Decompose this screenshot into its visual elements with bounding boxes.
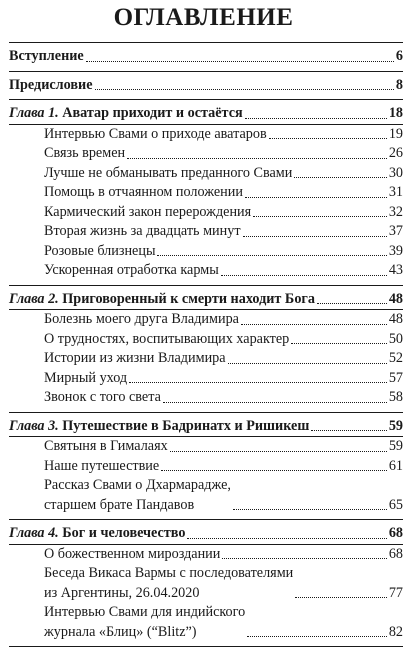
toc-entry-row[interactable] [9, 330, 403, 350]
page-number: 52 [388, 350, 403, 366]
toc-entry-line: Помощь в отчаянном положении [44, 184, 243, 200]
toc-entry-line: Лучше не обманывать преданного Свами [44, 164, 293, 181]
toc-entry-label [44, 349, 226, 369]
toc-entry-line: Звонок с того света [44, 389, 161, 405]
toc-entry-line: Ускоренная отработка кармы [44, 262, 219, 278]
toc-entry-label [44, 457, 159, 477]
dot-leader [157, 255, 386, 256]
page-number: 68 [388, 545, 403, 562]
chapter-title: Приговоренный к смерти находит Бога [62, 290, 315, 307]
toc-chapter [9, 413, 403, 520]
toc-entry-row[interactable] [9, 124, 403, 145]
page-number: 61 [388, 457, 403, 474]
toc-entry-label [44, 125, 267, 145]
toc-entry-line: Наше путешествие [44, 457, 160, 474]
toc-section [9, 43, 403, 71]
toc-entry-label [44, 144, 125, 164]
toc-chapter [9, 286, 403, 412]
toc-entry-label [44, 222, 241, 242]
toc-entry-line: Интервью Свами о приходе аватаров [44, 125, 267, 142]
toc-entry-row[interactable] [9, 457, 403, 477]
page-number: 58 [388, 389, 403, 405]
toc-entry-row[interactable] [9, 476, 403, 515]
toc-entry-label [44, 476, 231, 515]
toc-heading-label: Предисловие [9, 76, 93, 93]
dot-leader [170, 451, 387, 452]
page-number: 8 [395, 76, 403, 93]
page-number: 59 [388, 438, 403, 454]
page-number: 65 [388, 496, 403, 513]
toc-entry-label [44, 388, 161, 408]
chapter-heading [9, 104, 243, 124]
chapter-heading-row[interactable] [9, 524, 403, 544]
toc-heading-label: Вступление [9, 48, 84, 64]
dot-leader [269, 138, 387, 139]
toc-entry-label [44, 310, 239, 330]
toc-entry-line: из Аргентины, 26.04.2020 [44, 584, 200, 601]
page-number: 48 [388, 311, 403, 327]
toc-entry-line: Розовые близнецы [44, 242, 156, 259]
dot-leader [253, 216, 387, 217]
page-number: 32 [388, 203, 403, 220]
toc-entry-row[interactable] [9, 261, 403, 281]
page-number: 43 [388, 262, 403, 278]
chapter-heading [9, 290, 315, 310]
dot-leader [228, 363, 387, 364]
toc-entry-row[interactable] [9, 222, 403, 242]
page-number: 59 [388, 417, 403, 434]
toc-entry-label [44, 545, 220, 565]
chapter-title: Аватар приходит и остаётся [62, 105, 243, 121]
toc-entry-line: Святыня в Гималаях [44, 438, 168, 454]
toc-entry-row[interactable] [9, 369, 403, 389]
dot-leader [317, 303, 387, 304]
toc-chapter [9, 520, 403, 646]
page-number: 68 [388, 525, 403, 541]
page-number: 82 [388, 623, 403, 640]
toc-entry-label [44, 369, 127, 389]
toc-entry-label [44, 183, 243, 203]
dot-leader [295, 597, 387, 598]
toc-entry-row[interactable] [9, 144, 403, 164]
toc-entry-label [44, 330, 289, 350]
toc-entry-row[interactable] [9, 203, 403, 223]
dot-leader [245, 118, 387, 119]
dot-leader [294, 177, 386, 178]
chapter-number: Глава 2. [9, 290, 59, 307]
toc-entry-line: Интервью Свами для индийского [44, 604, 246, 620]
toc-entry-row[interactable] [9, 349, 403, 369]
page-number: 26 [388, 145, 403, 161]
toc-entry-label [44, 603, 245, 642]
toc-entry-label [44, 564, 293, 603]
chapter-number: Глава 4. [9, 525, 59, 541]
page-number: 6 [395, 48, 403, 64]
dot-leader [247, 636, 387, 637]
toc-entry-row[interactable] [9, 309, 403, 330]
chapter-heading-row[interactable] [9, 417, 403, 437]
dot-leader [245, 197, 387, 198]
page-number: 37 [388, 223, 403, 239]
toc-chapter [9, 100, 403, 285]
dot-leader [311, 430, 387, 431]
toc-entry-line: Вторая жизнь за двадцать минут [44, 223, 241, 239]
page-number: 31 [388, 184, 403, 200]
page-number: 19 [388, 125, 403, 142]
toc-entry-row[interactable] [9, 183, 403, 203]
chapter-heading-row[interactable] [9, 290, 403, 310]
dot-leader [241, 324, 387, 325]
chapter-heading [9, 524, 185, 544]
dot-leader [291, 343, 387, 344]
toc-entry-label [44, 203, 251, 223]
page-number: 18 [388, 105, 403, 121]
dot-leader [221, 275, 387, 276]
dot-leader [233, 509, 387, 510]
dot-leader [127, 158, 387, 159]
toc-entry-line: Кармический закон перерождения [44, 203, 252, 220]
dot-leader [222, 558, 386, 559]
toc-entry-line: старшем брате Пандавов [44, 496, 195, 513]
page-number: 30 [388, 164, 403, 181]
toc-entry-line: Мирный уход [44, 369, 128, 386]
toc-entry-line: журнала «Блиц» (“Blitz”) [44, 623, 197, 640]
toc-entry-label [44, 261, 219, 281]
toc-entry-row[interactable] [9, 544, 403, 565]
page-number: 57 [388, 369, 403, 386]
dot-leader [187, 538, 386, 539]
toc-entry-line: Болезнь моего друга Владимира [44, 311, 239, 327]
toc-entry-label [44, 437, 168, 457]
toc-entry-row[interactable] [9, 164, 403, 184]
dot-leader [161, 470, 387, 471]
toc-entry-line: Связь времен [44, 145, 126, 161]
toc-entry-row[interactable] [9, 564, 403, 603]
chapter-heading [9, 417, 309, 437]
dot-leader [86, 61, 394, 62]
toc-heading-row[interactable] [9, 76, 403, 96]
chapter-title: Путешествие в Бадринатх и Ришикеш [62, 417, 310, 434]
page-number: 50 [388, 330, 403, 347]
chapter-title: Бог и человечество [62, 525, 186, 541]
dot-leader [243, 236, 387, 237]
toc-section [9, 72, 403, 100]
toc-entry-row[interactable] [9, 242, 403, 262]
toc-entry-row[interactable] [9, 603, 403, 642]
page-title: ОГЛАВЛЕНИЕ [113, 4, 294, 31]
dot-leader [129, 382, 387, 383]
page-number: 48 [388, 290, 403, 307]
dot-leader [95, 89, 394, 90]
toc-heading-row[interactable] [9, 47, 403, 67]
toc-entry-line: О трудностях, воспитывающих характер [44, 330, 290, 347]
toc-entry-label [44, 242, 155, 262]
toc-entry-line: Беседа Викаса Вармы с последователями [44, 565, 294, 581]
toc-entry-label [44, 164, 292, 184]
toc-entry-line: О божественном мироздании [44, 545, 221, 562]
page-number: 39 [388, 242, 403, 259]
toc-entry-line: Истории из жизни Владимира [44, 350, 226, 366]
dot-leader [163, 402, 387, 403]
chapter-number: Глава 1. [9, 105, 59, 121]
table-of-contents [9, 42, 403, 647]
toc-entry-row[interactable] [9, 388, 403, 408]
toc-entry-line: Рассказ Свами о Дхармарадже, [44, 477, 231, 493]
toc-entry-row[interactable] [9, 436, 403, 457]
chapter-heading-row[interactable] [9, 104, 403, 124]
chapter-number: Глава 3. [9, 417, 59, 434]
page-number: 77 [388, 584, 403, 601]
